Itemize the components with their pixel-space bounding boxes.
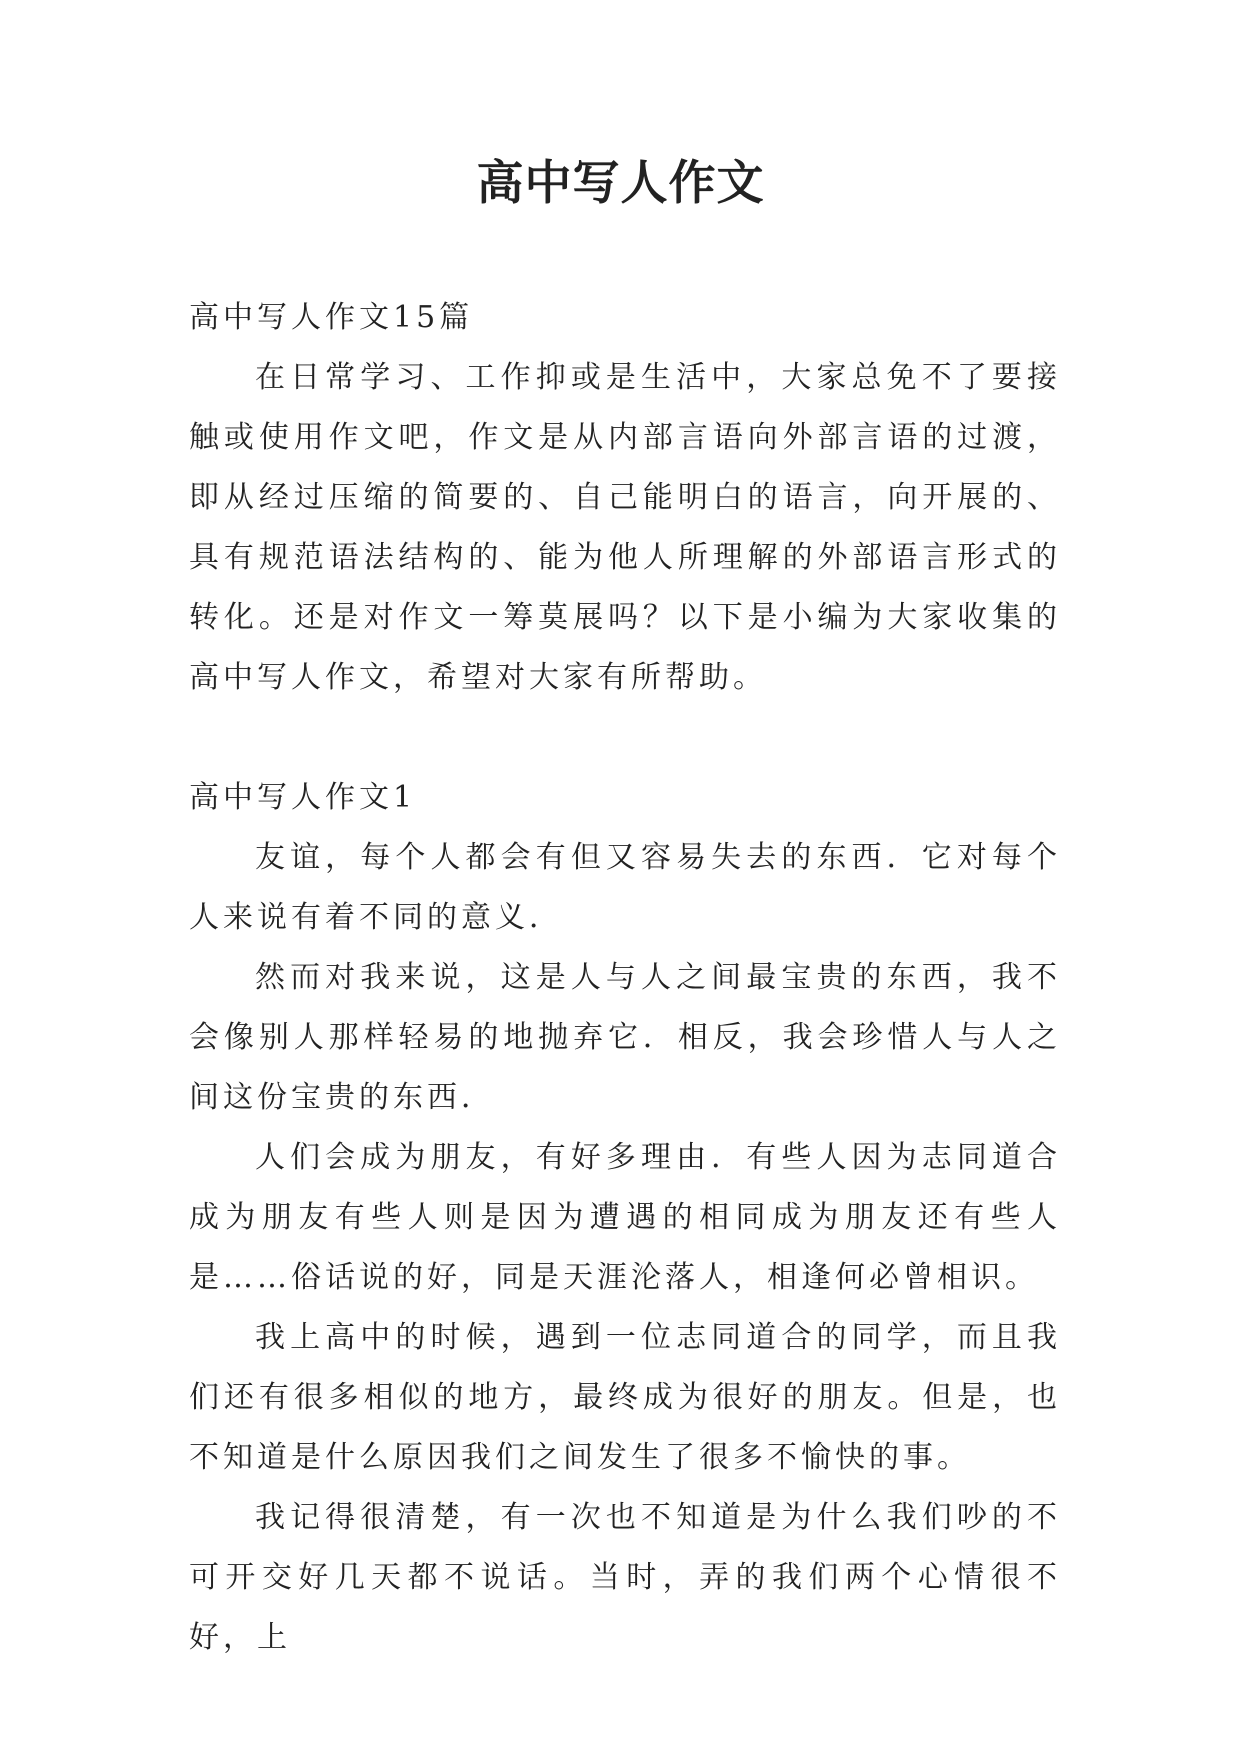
- essay-1-heading: 高中写人作文1: [189, 780, 417, 815]
- document-body: [189, 288, 1061, 1668]
- intro-heading: 高中写人作文15篇: [189, 300, 474, 335]
- section-spacer: [189, 708, 1061, 768]
- essay-1-paragraph-4: 我上高中的时候，遇到一位志同道合的同学，而且我们还有很多相似的地方，最终成为很好的朋友。但是，也不知道是什么原因我们之间发生了很多不愉快的事。: [189, 1320, 1061, 1475]
- essay-1-paragraph-1: 友谊，每个人都会有但又容易失去的东西．它对每个人来说有着不同的意义．: [189, 840, 1061, 935]
- intro-paragraph: 在日常学习、工作抑或是生活中，大家总免不了要接触或使用作文吧，作文是从内部言语向外部言语的过渡，即从经过压缩的简要的、自己能明白的语言，向开展的、具有规范语法结构的、能为他人所理解的外部语言形式的转化。还是对作文一筹莫展吗？以下是小编为大家收集的高中写人作文，希望对大家有所帮助。: [189, 360, 1061, 695]
- essay-1-paragraph-2: 然而对我来说，这是人与人之间最宝贵的东西，我不会像别人那样轻易的地抛弃它．相反，我会珍惜人与人之间这份宝贵的东西．: [189, 960, 1061, 1115]
- document-title: 高中写人作文: [476, 156, 765, 211]
- essay-1-paragraph-3: 人们会成为朋友，有好多理由．有些人因为志同道合成为朋友有些人则是因为遭遇的相同成为朋友还有些人是……俗话说的好，同是天涯沦落人，相逢何必曾相识。: [189, 1140, 1061, 1295]
- essay-1-paragraph-5: 我记得很清楚，有一次也不知道是为什么我们吵的不可开交好几天都不说话。当时，弄的我们两个心情很不好，上: [189, 1500, 1061, 1655]
